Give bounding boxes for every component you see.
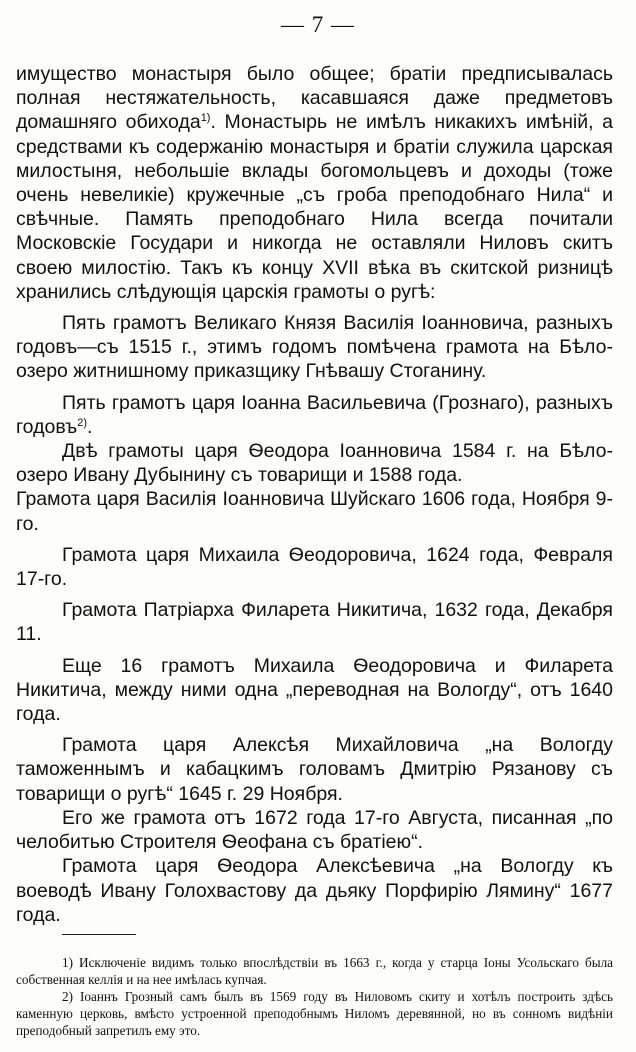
paragraph-ioann-vasilievich (16, 391, 613, 439)
paragraph-vasily-ioannovich: Пять грамотъ Великаго Князя Василія Іоанновича, разныхъ годовъ—съ 1515 г., этимъ годомъ помѣчена грамота на Бѣло-озеро житнишному приказщику Гнѣвашу Стоганину. (16, 312, 613, 383)
paragraph-text-continued: . (87, 415, 93, 438)
footnotes (16, 954, 613, 1039)
body-text (16, 62, 613, 927)
paragraph-monastery-property (16, 62, 613, 304)
page-number: — 7 — (281, 12, 355, 37)
paragraph-vasily-shuisky: Грамота царя Василія Іоанновича Шуйскаго 1606 года, Ноября 9-го. (16, 488, 613, 535)
paragraph-charter-1672: Его же грамота отъ 1672 года 17-го Августа, писанная „по челобитью Строителя Ѳеофана съ братіею“. (16, 806, 613, 854)
paragraph-feodor-alexeevich: Грамота царя Ѳеодора Алексѣевича „на Вологду къ воеводѣ Ивану Голохвастову да дьяку Порфирію Лямину“ 1677 года. (16, 855, 613, 926)
footnote-divider (62, 934, 136, 935)
paragraph-patriarch-filaret: Грамота Патріарха Филарета Никитича, 1632 года, Декабря 11. (16, 599, 613, 646)
footnote-1: 1) Исключеніе видимъ только впослѣдствіи въ 1663 г., когда у старца Іоны Усольскаго была собственная келлія и на нее имѣлась купчая. (16, 955, 613, 987)
footnote-ref-2: 2) (77, 416, 88, 429)
footnote-ref-1: 1) (200, 112, 211, 125)
paragraph-alexei-mikhailovich: Грамота царя Алексѣя Михайловича „на Вологду таможеннымъ и кабацкимъ головамъ Дмитрію Рязанову съ товарищи о ругѣ“ 1645 г. 29 Ноября. (16, 734, 613, 805)
paragraph-sixteen-charters: Еще 16 грамотъ Михаила Ѳеодоровича и Филарета Никитича, между ними одна „переводная на Вологду“, отъ 1640 года. (16, 654, 613, 726)
paragraph-feodor-ioannovich: Двѣ грамоты царя Ѳеодора Іоанновича 1584 г. на Бѣло-озеро Ивану Дубынину съ товарищи и 1588 года. (16, 440, 613, 487)
paragraph-text-continued: . Монастырь не имѣлъ никакихъ имѣній, а средствами къ содержанію монастыря и братіи служила царская милостыня, небольшіе вклады богомольцевъ и доходы (тоже очень невеликіе) кружечные „съ гроба преподобнаго Нила“ и свѣчные. Память преподобнаго Нила всегда почитали Московскіе Государи и никогда не оставляли Ниловъ скитъ своею милостію. Такъ къ концу XVII вѣка въ скитской ризницѣ хранились слѣдующія царскія грамоты о ругѣ: (16, 111, 613, 303)
footnote-2: 2) Іоаннъ Грозный самъ былъ въ 1569 году въ Ниловомъ скиту и хотѣлъ построить здѣсь каменную церковь, вмѣсто устроенной преподобнымъ Ниломъ деревянной, но въ сонномъ видѣніи преподобный запретилъ ему это. (16, 989, 613, 1038)
paragraph-text: имущество монастыря было общее; братіи предписывалась полная нестяжательность, касавшаяся даже предметовъ домашняго обихода (16, 63, 613, 134)
paragraph-mikhail-feodorovich: Грамота царя Михаила Ѳеодоровича, 1624 года, Февраля 17-го. (16, 543, 613, 591)
paragraph-text: Пять грамотъ царя Іоанна Васильевича (Грознаго), разныхъ годовъ (16, 391, 613, 438)
